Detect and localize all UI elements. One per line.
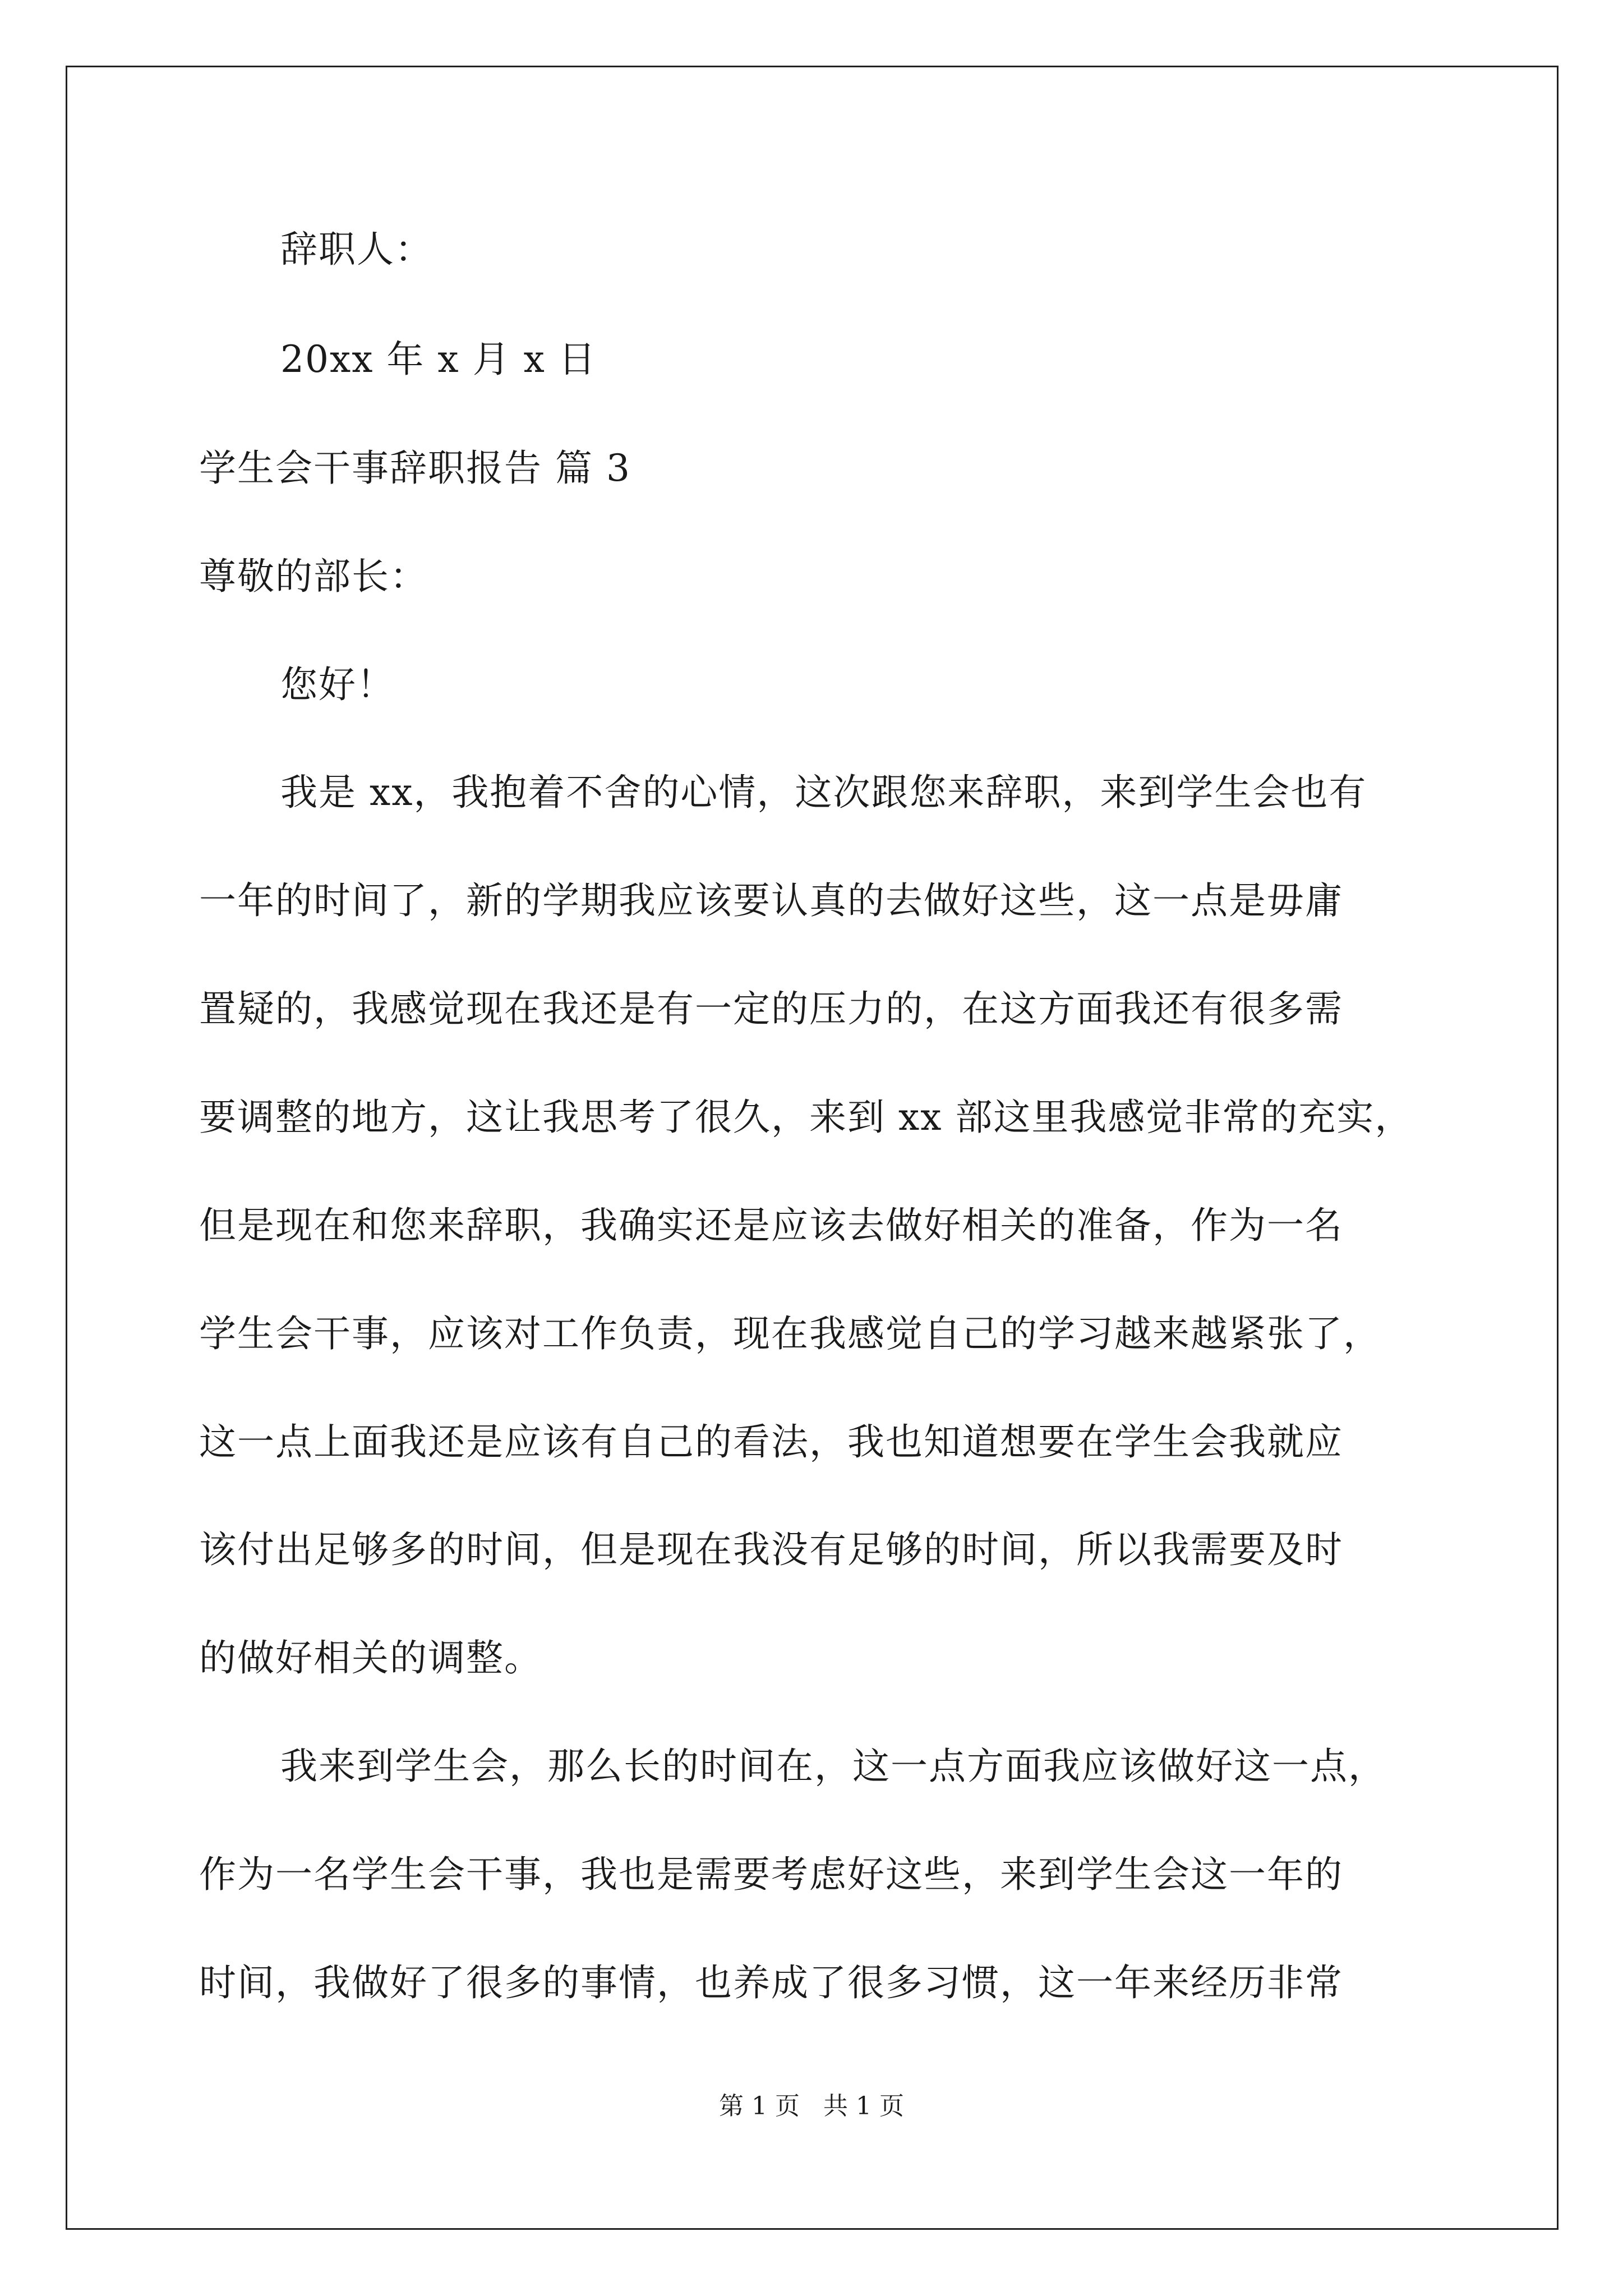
date-line: 20xx 年 x 月 x 日 xyxy=(280,338,597,381)
paragraph-line: 置疑的，我感觉现在我还是有一定的压力的，在这方面我还有很多需 xyxy=(199,987,1343,1030)
section-title: 学生会干事辞职报告 篇 3 xyxy=(199,447,631,490)
paragraph-line: 时间，我做好了很多的事情，也养成了很多习惯，这一年来经历非常 xyxy=(199,1961,1343,2004)
salutation: 尊敬的部长： xyxy=(199,555,428,598)
paragraph-line: 要调整的地方，这让我思考了很久，来到 xx 部这里我感觉非常的充实， xyxy=(199,1096,1413,1139)
paragraph-line: 作为一名学生会干事，我也是需要考虑好这些，来到学生会这一年的 xyxy=(199,1853,1343,1896)
paragraph-line: 我是 xx，我抱着不舍的心情，这次跟您来辞职，来到学生会也有 xyxy=(280,771,1367,814)
paragraph-line: 这一点上面我还是应该有自己的看法，我也知道想要在学生会我就应 xyxy=(199,1420,1343,1464)
paragraph-line: 该付出足够多的时间，但是现在我没有足够的时间，所以我需要及时 xyxy=(199,1528,1343,1571)
paragraph-line: 我来到学生会，那么长的时间在，这一点方面我应该做好这一点， xyxy=(280,1745,1386,1788)
paragraph-line: 一年的时间了，新的学期我应该要认真的去做好这些，这一点是毋庸 xyxy=(199,879,1343,922)
paragraph-line: 但是现在和您来辞职，我确实还是应该去做好相关的准备，作为一名 xyxy=(199,1204,1343,1247)
paragraph-line: 的做好相关的调整。 xyxy=(199,1636,542,1680)
page-border xyxy=(66,66,1559,2230)
signature-label: 辞职人： xyxy=(280,228,433,271)
page-footer: 第 1 页 共 1 页 xyxy=(719,2092,904,2120)
greeting: 您好！ xyxy=(280,663,395,706)
paragraph-line: 学生会干事，应该对工作负责，现在我感觉自己的学习越来越紧张了， xyxy=(199,1312,1381,1355)
